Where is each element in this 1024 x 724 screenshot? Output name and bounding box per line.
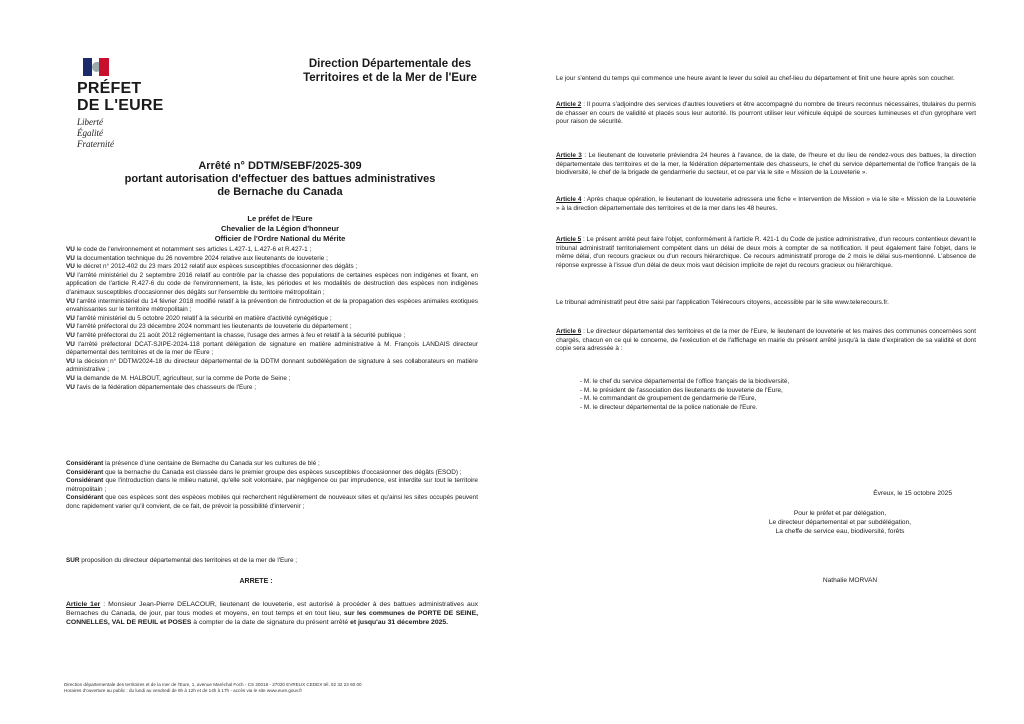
considerant-item: Considérant que l'introduction dans le milieu naturel, qu'elle soit volontaire, par négligence ou par imprudence, est interdite sur tout le territoire métropolitain ; [66,477,478,493]
vu-item: VU l'arrêté ministériel du 5 octobre 2020 relatif à la sécurité en matière d'activité cynégétique ; [66,314,332,322]
vu-item: VU l'arrêté ministériel du 2 septembre 2016 relatif au contrôle par la chasse des populations de certaines espèces non indigènes et fixant, en application de l'article R.427-6 du code de l'environnement, la liste, les périodes et les modalités de destruction des espèces non indigènes d'animaux susceptibles d'occasionner des dégâts sur l'ensemble du territoire métropolitain ; [66,271,478,296]
list-item: - M. le directeur départemental de la police nationale de l'Eure. [580,403,758,411]
article-4: Article 4 : Après chaque opération, le lieutenant de louveterie adressera une fiche « Intervention de Mission » via le site « Mission de la Louveterie » à la direction départementale des territoires et de la mer dans les 48 heures. [556,196,976,212]
considerant-item: Considérant la présence d'une centaine de Bernache du Canada sur les cultures de blé ; [66,460,320,467]
vu-item: VU le décret n° 2012-402 du 23 mars 2012 relatif aux espèces susceptibles d'occasionner des dégâts ; [66,263,358,271]
list-item: - M. le président de l'association des lieutenants de louveterie de l'Eure, [580,386,783,394]
considerant-item: Considérant que ces espèces sont des espèces mobiles qui recherchent régulièrement de nouveaux sites et qu'ainsi les sites occupés peuvent donc rapidement varier qu'il convient, de ce fait, de prévoir la possibilité d'intervenir ; [66,494,478,510]
marianne-emblem-icon [83,58,109,76]
considerant-list [66,460,478,512]
vu-item: VU l'arrêté préfectoral du 21 août 2012 réglementant la chasse, l'usage des armes à feu et relatif à la sécurité publique ; [66,331,406,339]
vu-item: VU la demande de M. HALBOUT, agriculteur, sur la comme de Porte de Seine ; [66,374,291,382]
arrete-heading: ARRETE : [239,578,273,585]
article-5-label: Article 5 [556,236,582,243]
republic-motto: Liberté Égalité Fraternité [77,117,114,149]
prefecture-logo [77,58,164,150]
place-date: Évreux, le 15 octobre 2025 [873,490,952,497]
vu-item: VU l'arrêté préfectoral DCAT-SJIPE-2024-118 portant délégation de signature en matière administrative à M. François LANDAIS directeur départemental des territoires et de la mer de l'Eure ; [66,340,478,357]
signer-name: Nathalie MORVAN [822,577,878,584]
vu-item: VU l'arrêté interministériel du 14 février 2018 modifié relatif à la prévention de l'introduction et de la propagation des espèces animales exotiques envahissantes sur le territoire métropolitain ; [66,297,478,314]
article-3-label: Article 3 [556,152,582,159]
tribunal-notice: Le tribunal administratif peut être saisi par l'application Télérecours citoyens, accessible par le site www.telerecours.fr. [556,299,889,306]
delegation-block: Pour le préfet et par délégation, Le directeur départemental et par subdélégation, La cheffe de service eau, biodiversité, forêts [768,510,912,535]
article-6-label: Article 6 [556,328,582,335]
article-1-label: Article 1er [66,601,101,608]
article-1: Article 1er : Monsieur Jean-Pierre DELACOUR, lieutenant de louveterie, est autorisé à procéder à des battues administratives aux Bernaches du Canada, de jour, par tous modes et moyens, en tout temps et en tout lieu, sur les communes de PORTE DE SEINE, CONNELLES, VAL DE REUIL et POSES à compter de la date de signature du présent arrêté et jusqu'au 31 décembre 2025. [66,601,478,626]
article-5: Article 5 : Le présent arrêté peut faire l'objet, conformément à l'article R. 421-1 du Code de justice administrative, d'un recours contentieux devant le tribunal administratif territorialement compétent dans un délai de deux mois à compter de sa notification. Il peut également faire l'objet, dans le même délai, d'un recours gracieux ou d'un recours hiérarchique. Ce recours administratif proroge de 2 mois le délai sus-mentionné. L'absence de réponse expresse à l'issue d'un délai de deux mois vaut décision implicite de rejet du recours gracieux ou hiérarchique. [556,236,977,269]
article-4-label: Article 4 [556,196,582,203]
vu-item: VU la documentation technique du 26 novembre 2024 relative aux lieutenants de louveterie ; [66,254,328,262]
vu-item: VU l'arrêté préfectoral du 23 décembre 2024 nommant les lieutenants de louveterie du département ; [66,323,352,331]
prefet-block: Le préfet de l'Eure Chevalier de la Légion d'honneur Officier de l'Ordre National du Mérite [214,214,346,243]
footer-address: Direction départementale des territoires et de la mer de l'Eure, 1, avenue Maréchal Foch - CS 20018 - 27020 EVREUX CEDEX tél. 02 32 23 60 00 Horaires d'ouverture au public : du lundi au vendredi de 9h à 12h et de 14h à 17h - accès via le site www.eure.gouv.fr [64,682,362,693]
decree-title: Arrêté n° DDTM/SEBF/2025-309 portant autorisation d'effectuer des battues administratives de Bernache du Canada [124,160,436,198]
considerant-item: Considérant que la bernache du Canada est classée dans le premier groupe des espèces susceptibles d'occasionner des dégâts (ESOD) ; [66,468,462,476]
article-2-label: Article 2 [556,101,582,108]
recipient-list [580,378,960,412]
list-item: - M. le commandant de groupement de gendarmerie de l'Eure, [580,395,757,403]
vu-item: VU la décision n° DDTM/2024-18 du directeur départemental de la DDTM donnant subdélégation de signature à ses collaborateurs en matière administrative ; [66,357,478,374]
article-2: Article 2 : Il pourra s'adjoindre des services d'autres louvetiers et être accompagné du nombre de tireurs reconnus nécessaires, titulaires du permis de chasser en cours de validité et placés sous leur autorité. Ils pourront utiliser leur véhicule équipé de sources lumineuses et d'un gyrophare vert pour raison de sécurité. [556,101,976,126]
list-item: - M. le chef du service départemental de l'office français de la biodiversité, [580,378,790,385]
logo-title: PRÉFET DE L'EURE [77,80,164,114]
sur-proposition: SUR proposition du directeur départemental des territoires et de la mer de l'Eure ; [66,557,298,564]
direction-header: Direction Départementale des Territoires et de la Mer de l'Eure [303,58,477,84]
vu-item: VU l'avis de la fédération départementale des chasseurs de l'Eure ; [66,383,257,391]
day-definition: Le jour s'entend du temps qui commence une heure avant le lever du soleil au chef-lieu du département et finit une heure après son coucher. [556,75,955,82]
vu-list [66,246,478,392]
article-3: Article 3 : Le lieutenant de louveterie préviendra 24 heures à l'avance, de la date, de l'heure et du lieu de rendez-vous des battues, la direction départementale des territoires et de la mer, la fédération départementale des chasseurs, le chef du service départemental de l'office français de la biodiversité, le chef de la brigade de gendarmerie du secteur, et ce par via le site « Mission de la Louveterie ». [556,152,976,177]
article-6: Article 6 : Le directeur départemental des territoires et de la mer de l'Eure, le lieutenant de louveterie et les maires des communes concernées sont chargés, chacun en ce qui le concerne, de l'exécution et de l'affichage en mairie du présent arrêté jusqu'à la date d'expiration de sa validité et dont copie sera adressée à : [556,328,976,353]
vu-item: VU le code de l'environnement et notamment ses articles L.427-1, L.427-6 et R.427-1 ; [66,246,312,253]
